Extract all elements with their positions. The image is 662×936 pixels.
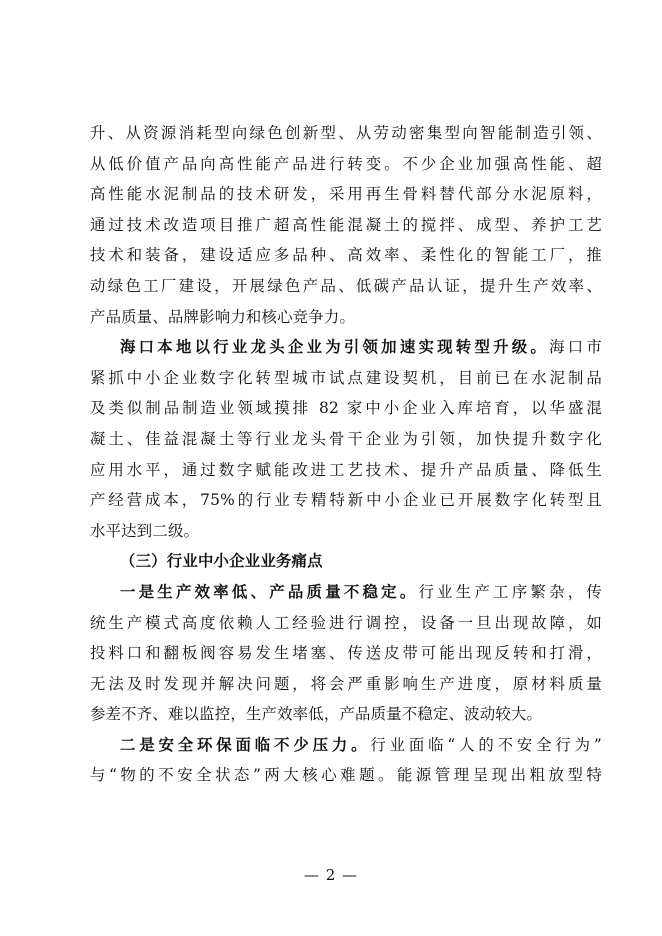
text-line: 从低价值产品向高性能产品进行转变。不少企业加强高性能、超 [90,154,602,173]
text-line: 参差不齐、难以监控，生产效率低，产品质量不稳定、波动较大。 [90,705,543,724]
paragraph-safety-environment [90,730,602,791]
paragraph-transformation-trend [90,118,602,332]
text-line: 动绿色工厂建设，开展绿色产品、低碳产品认证，提升生产效率、 [90,276,602,295]
document-body [90,118,602,791]
text-line: 升、从资源消耗型向绿色创新型、从劳动密集型向智能制造引领、 [90,124,602,142]
text-line-lead [90,730,602,761]
paragraph-haikou-leaders [90,332,602,546]
text-line: 高性能水泥制品的技术研发，采用再生骨料替代部分水泥原料， [90,185,602,204]
lead-continuation: 行业生产工序繁杂，传 [418,582,602,601]
page-number: — 2 — [303,866,359,884]
text-line: 凝土、佳益混凝土等行业龙头骨干企业为引领，加快提升数字化 [90,429,602,448]
text-line: 水平达到二级。 [90,521,200,540]
text-line: 技术和装备，建设适应多品种、高效率、柔性化的智能工厂，推 [90,246,602,265]
text-line: 统生产模式高度依赖人工经验进行调控，设备一旦出现故障，如 [90,613,602,632]
text-line: 产品质量、品牌影响力和核心竞争力。 [90,307,356,326]
paragraph-production-efficiency [90,577,602,730]
lead-sentence: 一是生产效率低、产品质量不稳定。 [120,582,419,601]
text-line: 及类似制品制造业领域摸排 82 家中小企业入库培育，以华盛混 [90,399,602,418]
text-line: 与“物的不安全状态”两大核心难题。能源管理呈现出粗放型特 [90,766,602,785]
text-line: 无法及时发现并解决问题，将会严重影响生产进度，原材料质量 [90,674,602,693]
lead-sentence: 海口本地以行业龙头企业为引领加速实现转型升级。 [120,338,550,357]
section-heading: （三）行业中小企业业务痛点 [120,552,323,571]
text-line-lead [90,332,602,363]
lead-continuation: 海口市 [549,338,602,357]
lead-sentence: 二是安全环保面临不少压力。 [120,735,371,754]
lead-continuation: 行业面临“人的不安全行为” [370,735,602,754]
text-line: 产经营成本，75%的行业专精特新中小企业已开展数字化转型且 [90,491,602,510]
text-line: 通过技术改造项目推广超高性能混凝土的搅拌、成型、养护工艺 [90,215,602,234]
text-line: 应用水平，通过数字赋能改进工艺技术、提升产品质量、降低生 [90,460,602,479]
text-line: 投料口和翻板阀容易发生堵塞、传送皮带可能出现反转和打滑， [90,644,602,663]
text-line: 紧抓中小企业数字化转型城市试点建设契机，目前已在水泥制品 [90,368,602,387]
text-line-lead [90,577,602,608]
